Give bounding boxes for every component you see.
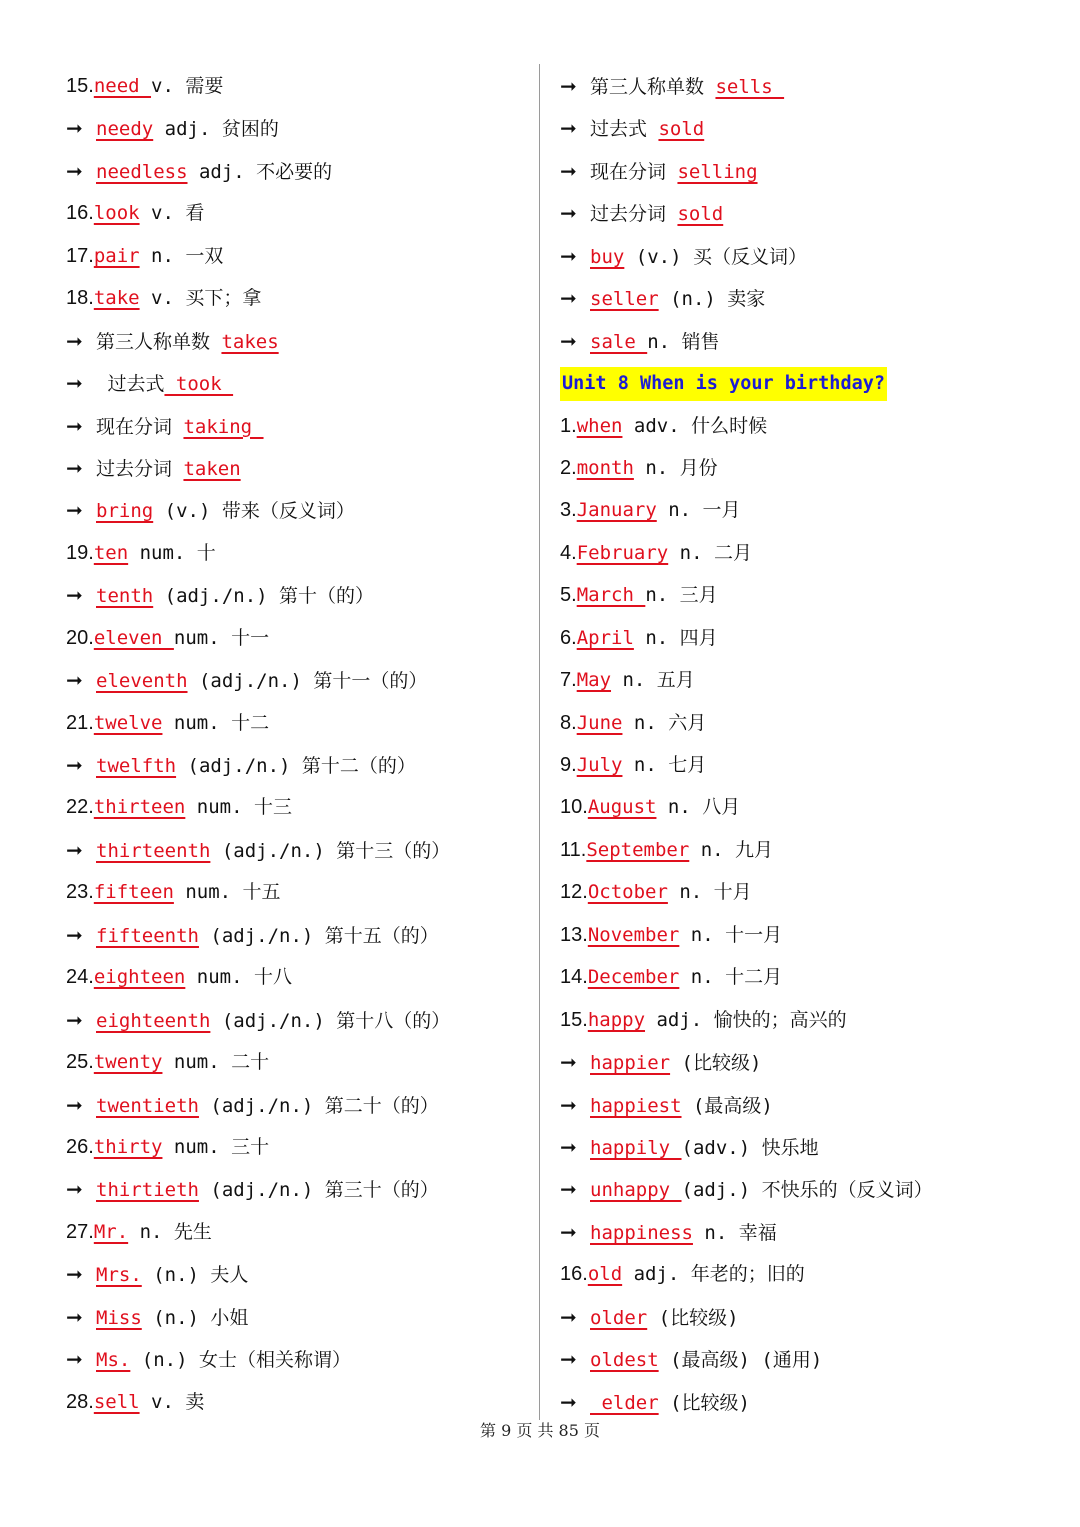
word-definition: (n.) 女士（相关称谓） bbox=[130, 1349, 351, 1372]
vocab-entry bbox=[66, 1381, 526, 1423]
entry-number: 4. bbox=[560, 541, 577, 564]
word-definition: v. 卖 bbox=[139, 1390, 205, 1413]
vocab-entry bbox=[66, 574, 526, 616]
vocab-entry bbox=[66, 65, 526, 107]
vocab-entry bbox=[66, 871, 526, 913]
arrow-icon: ➞ bbox=[560, 1092, 577, 1117]
vocab-word: twenty bbox=[93, 1051, 163, 1074]
vocab-entry bbox=[66, 405, 526, 447]
word-definition: (比较级) bbox=[647, 1306, 739, 1329]
vocab-word: eleventh bbox=[96, 670, 188, 693]
vocab-word: happiness bbox=[590, 1221, 693, 1244]
entry-number: 10. bbox=[560, 796, 588, 819]
word-definition: (adj./n.) 第十三（的） bbox=[210, 839, 451, 862]
entry-number: 15. bbox=[560, 1008, 588, 1031]
word-definition: (n.) 卖家 bbox=[658, 288, 766, 311]
vocab-word: month bbox=[576, 456, 634, 479]
entry-number: 1. bbox=[560, 414, 577, 437]
entry-number: 5. bbox=[560, 584, 577, 607]
vocab-entry bbox=[66, 617, 526, 659]
entry-number: 6. bbox=[560, 626, 577, 649]
entry-number: 19. bbox=[66, 541, 94, 564]
entry-number: 16. bbox=[560, 1263, 588, 1286]
arrow-icon: ➞ bbox=[66, 371, 83, 396]
arrow-icon: ➞ bbox=[66, 1092, 83, 1117]
word-definition: n. 十一月 bbox=[679, 923, 783, 946]
vocab-entry bbox=[560, 1168, 1060, 1210]
entry-number: 3. bbox=[560, 499, 577, 522]
word-definition: (adj./n.) 第十五（的） bbox=[198, 924, 439, 947]
word-definition: n. 先生 bbox=[128, 1220, 212, 1243]
vocab-entry bbox=[66, 744, 526, 786]
vocab-entry bbox=[66, 914, 526, 956]
vocab-word: Ms. bbox=[96, 1349, 131, 1372]
arrow-icon: ➞ bbox=[560, 74, 577, 98]
vocab-entry bbox=[66, 107, 526, 149]
vocab-word: fifteenth bbox=[96, 924, 199, 947]
word-definition: n. 九月 bbox=[689, 838, 774, 861]
word-definition: n. 幸福 bbox=[692, 1221, 777, 1244]
arrow-icon: ➞ bbox=[560, 328, 577, 353]
entry-number: 24. bbox=[66, 966, 94, 989]
arrow-icon: ➞ bbox=[66, 1177, 83, 1202]
word-definition: adj. 贫困的 bbox=[153, 118, 279, 141]
vocab-entry bbox=[66, 277, 526, 319]
vocab-word: happy bbox=[587, 1008, 646, 1031]
vocab-entry bbox=[66, 1338, 526, 1380]
word-definition: v. 需要 bbox=[151, 75, 224, 97]
word-definition: (adj./n.) 第三十（的） bbox=[198, 1179, 439, 1202]
unit-heading: Unit 8 When is your birthday? bbox=[560, 367, 887, 401]
entry-number: 27. bbox=[66, 1220, 94, 1243]
word-definition: n. 一双 bbox=[139, 244, 224, 267]
word-definition: n. 八月 bbox=[656, 796, 741, 819]
word-definition: adj. 不必要的 bbox=[187, 160, 333, 183]
vocab-word: older bbox=[590, 1306, 648, 1329]
entry-number: 2. bbox=[560, 456, 577, 479]
word-definition: v. 看 bbox=[139, 202, 205, 225]
vocab-word: ten bbox=[93, 541, 129, 564]
vocab-word: February bbox=[576, 541, 669, 564]
entry-number: 25. bbox=[66, 1051, 94, 1074]
word-definition: (n.) 小姐 bbox=[141, 1306, 249, 1329]
vocab-word: look bbox=[93, 202, 140, 225]
form-label: 现在分词 bbox=[96, 415, 184, 438]
form-label: 过去式 bbox=[96, 373, 165, 396]
vocab-entry bbox=[66, 362, 526, 404]
column-divider bbox=[539, 64, 540, 1420]
arrow-icon: ➞ bbox=[66, 158, 83, 183]
entry-number: 15. bbox=[66, 75, 94, 97]
left-column bbox=[66, 65, 526, 1423]
vocab-entry bbox=[66, 829, 526, 871]
vocab-entry bbox=[66, 1296, 526, 1338]
word-definition: adj. 愉快的；高兴的 bbox=[645, 1008, 847, 1031]
vocab-word: thirteenth bbox=[96, 839, 211, 862]
vocab-entry bbox=[560, 829, 1060, 871]
arrow-icon: ➞ bbox=[66, 837, 83, 862]
entry-number: 11. bbox=[560, 838, 587, 861]
entry-number: 28. bbox=[66, 1390, 94, 1413]
word-definition: (adj./n.) 第十一（的） bbox=[187, 670, 428, 693]
word-definition: (v.) 带来（反义词） bbox=[153, 500, 355, 523]
word-definition: num. 二十 bbox=[162, 1051, 270, 1074]
vocab-entry bbox=[66, 320, 526, 362]
vocab-entry bbox=[560, 1041, 1060, 1083]
vocab-entry bbox=[66, 489, 526, 531]
arrow-icon: ➞ bbox=[66, 1347, 83, 1372]
vocab-entry bbox=[560, 65, 1060, 107]
vocab-entry bbox=[560, 447, 1060, 489]
vocab-entry bbox=[66, 192, 526, 234]
word-definition: (比较级) bbox=[670, 1052, 762, 1075]
word-definition: n. 十月 bbox=[667, 881, 752, 904]
arrow-icon: ➞ bbox=[66, 413, 83, 438]
vocab-word: twelve bbox=[93, 711, 163, 734]
vocab-entry bbox=[66, 659, 526, 701]
vocab-word: taking bbox=[183, 415, 264, 438]
vocab-entry bbox=[66, 1253, 526, 1295]
word-definition: n. 二月 bbox=[668, 541, 752, 564]
vocab-entry bbox=[66, 1126, 526, 1168]
vocab-entry bbox=[66, 1084, 526, 1126]
form-label: 过去分词 bbox=[590, 203, 678, 226]
vocab-word: eleven bbox=[93, 626, 174, 649]
word-definition: v. 买下；拿 bbox=[139, 287, 262, 310]
entry-number: 20. bbox=[66, 626, 94, 649]
vocab-word: eighteen bbox=[93, 966, 186, 989]
vocab-word: needy bbox=[96, 118, 154, 141]
arrow-icon: ➞ bbox=[66, 668, 83, 693]
vocab-word: sold bbox=[658, 118, 705, 141]
vocab-entry bbox=[66, 447, 526, 489]
arrow-icon: ➞ bbox=[66, 753, 83, 777]
arrow-icon: ➞ bbox=[560, 1050, 577, 1075]
word-definition: (adj./n.) 第二十（的） bbox=[198, 1094, 439, 1117]
vocab-entry bbox=[66, 150, 526, 192]
word-definition: adv. 什么时候 bbox=[622, 414, 768, 437]
entry-number: 13. bbox=[560, 923, 588, 946]
vocab-word: sale bbox=[590, 330, 648, 353]
vocab-word: tenth bbox=[96, 585, 154, 608]
vocab-word: needless bbox=[96, 160, 188, 183]
arrow-icon: ➞ bbox=[66, 1262, 83, 1287]
word-definition: (adv.) 快乐地 bbox=[681, 1136, 819, 1159]
word-definition: n. 一月 bbox=[656, 499, 741, 522]
form-label: 第三人称单数 bbox=[96, 330, 222, 353]
arrow-icon: ➞ bbox=[560, 116, 577, 141]
vocab-entry bbox=[560, 150, 1060, 192]
vocab-entry bbox=[560, 1211, 1060, 1253]
vocab-word: January bbox=[576, 499, 657, 522]
vocab-word: when bbox=[576, 414, 623, 437]
vocab-word: sold bbox=[677, 203, 724, 226]
vocab-word: thirteen bbox=[93, 796, 186, 819]
vocab-word: unhappy bbox=[590, 1179, 682, 1202]
word-definition: num. 十八 bbox=[185, 966, 292, 989]
arrow-icon: ➞ bbox=[560, 1177, 577, 1202]
arrow-icon: ➞ bbox=[66, 116, 83, 141]
arrow-icon: ➞ bbox=[560, 243, 577, 268]
form-label: 第三人称单数 bbox=[590, 76, 716, 98]
vocab-word: October bbox=[587, 881, 668, 904]
vocab-word: November bbox=[587, 923, 680, 946]
arrow-icon: ➞ bbox=[66, 328, 83, 353]
vocab-entry bbox=[560, 1126, 1060, 1168]
word-definition: (比较级) bbox=[658, 1391, 750, 1414]
word-definition: n. 月份 bbox=[633, 456, 718, 479]
vocab-entry bbox=[560, 405, 1060, 447]
vocab-entry bbox=[560, 744, 1060, 786]
vocab-entry bbox=[560, 1296, 1060, 1338]
word-definition: n. 销售 bbox=[647, 330, 720, 353]
entry-number: 21. bbox=[66, 711, 94, 734]
vocab-entry bbox=[66, 999, 526, 1041]
page-footer: 第 9 页 共 85 页 bbox=[480, 1421, 600, 1440]
form-label: 过去式 bbox=[590, 118, 659, 141]
vocab-entry bbox=[66, 1211, 526, 1253]
vocab-entry bbox=[560, 786, 1060, 828]
arrow-icon: ➞ bbox=[560, 1219, 577, 1244]
vocab-entry bbox=[560, 574, 1060, 616]
arrow-icon: ➞ bbox=[66, 1007, 83, 1032]
vocab-entry bbox=[560, 532, 1060, 574]
vocab-entry bbox=[560, 489, 1060, 531]
word-definition: (n.) 夫人 bbox=[141, 1264, 249, 1287]
vocab-word: July bbox=[576, 754, 623, 776]
vocab-entry bbox=[560, 999, 1060, 1041]
vocab-entry bbox=[560, 235, 1060, 277]
word-definition: n. 十二月 bbox=[679, 966, 783, 989]
vocab-word: pair bbox=[93, 244, 140, 267]
arrow-icon: ➞ bbox=[560, 1304, 577, 1329]
vocab-word: elder bbox=[590, 1391, 659, 1414]
vocab-word: May bbox=[576, 669, 612, 692]
vocab-entry bbox=[560, 956, 1060, 998]
word-definition: num. 十 bbox=[128, 541, 216, 564]
arrow-icon: ➞ bbox=[66, 455, 83, 480]
vocab-entry bbox=[560, 914, 1060, 956]
vocab-entry bbox=[66, 956, 526, 998]
word-definition: (adj./n.) 第十八（的） bbox=[210, 1009, 451, 1032]
arrow-icon: ➞ bbox=[560, 201, 577, 226]
arrow-icon: ➞ bbox=[66, 1304, 83, 1329]
vocab-entry bbox=[560, 362, 1060, 404]
form-label: 过去分词 bbox=[96, 457, 184, 480]
entry-number: 7. bbox=[560, 669, 577, 692]
vocab-word: December bbox=[587, 966, 680, 989]
word-definition: n. 七月 bbox=[622, 754, 707, 776]
word-definition: n. 五月 bbox=[611, 669, 695, 692]
vocab-entry bbox=[66, 1168, 526, 1210]
entry-number: 23. bbox=[66, 881, 94, 904]
word-definition: adj. 年老的；旧的 bbox=[622, 1263, 805, 1286]
vocab-word: April bbox=[576, 626, 634, 649]
vocab-word: buy bbox=[590, 245, 625, 268]
vocab-entry bbox=[560, 107, 1060, 149]
vocab-word: happiest bbox=[590, 1094, 682, 1117]
vocab-word: sells bbox=[715, 76, 785, 98]
vocab-entry bbox=[560, 1338, 1060, 1380]
vocab-word: August bbox=[587, 796, 657, 819]
vocab-word: took bbox=[164, 373, 234, 396]
vocab-entry bbox=[560, 1084, 1060, 1126]
form-label: 现在分词 bbox=[590, 160, 678, 183]
word-definition: (最高级) bbox=[681, 1094, 773, 1117]
vocab-word: thirty bbox=[93, 1135, 163, 1158]
arrow-icon: ➞ bbox=[560, 1347, 577, 1372]
vocab-word: Mrs. bbox=[96, 1264, 142, 1287]
vocab-entry bbox=[66, 786, 526, 828]
vocab-word: happily bbox=[590, 1136, 682, 1159]
vocab-word: seller bbox=[590, 288, 659, 311]
vocab-word: need bbox=[93, 75, 152, 97]
word-definition: (adj./n.) 第十（的） bbox=[153, 585, 375, 608]
right-column bbox=[560, 65, 1060, 1423]
word-definition: n. 四月 bbox=[633, 626, 718, 649]
vocab-entry bbox=[560, 617, 1060, 659]
word-definition: num. 十二 bbox=[162, 711, 270, 734]
word-definition: n. 三月 bbox=[645, 584, 718, 607]
vocab-entry bbox=[560, 277, 1060, 319]
arrow-icon: ➞ bbox=[560, 158, 577, 183]
entry-number: 16. bbox=[66, 202, 94, 225]
arrow-icon: ➞ bbox=[66, 498, 83, 523]
entry-number: 14. bbox=[560, 966, 588, 989]
vocab-word: sell bbox=[93, 1390, 140, 1413]
word-definition: (v.) 买（反义词） bbox=[624, 245, 807, 268]
vocab-word: March bbox=[576, 584, 646, 607]
vocab-entry bbox=[66, 532, 526, 574]
vocab-word: old bbox=[587, 1263, 623, 1286]
vocab-word: takes bbox=[221, 330, 279, 353]
arrow-icon: ➞ bbox=[66, 922, 83, 947]
word-definition: num. 十五 bbox=[173, 881, 281, 904]
vocab-entry bbox=[66, 1041, 526, 1083]
vocab-word: fifteen bbox=[93, 881, 174, 904]
arrow-icon: ➞ bbox=[560, 1134, 577, 1159]
vocab-entry bbox=[560, 871, 1060, 913]
word-definition: num. 三十 bbox=[162, 1135, 270, 1158]
vocab-entry bbox=[560, 659, 1060, 701]
vocab-entry bbox=[560, 1381, 1060, 1423]
entry-number: 8. bbox=[560, 711, 577, 734]
arrow-icon: ➞ bbox=[66, 583, 83, 608]
arrow-icon: ➞ bbox=[560, 1389, 577, 1414]
entry-number: 26. bbox=[66, 1135, 94, 1158]
arrow-icon: ➞ bbox=[560, 286, 577, 311]
word-definition: num. 十一 bbox=[173, 626, 270, 649]
vocab-word: happier bbox=[590, 1052, 671, 1075]
vocab-word: taken bbox=[183, 457, 241, 480]
vocab-word: selling bbox=[677, 160, 758, 183]
entry-number: 12. bbox=[560, 881, 588, 904]
word-definition: (adj.) 不快乐的（反义词） bbox=[681, 1179, 933, 1202]
entry-number: 9. bbox=[560, 754, 577, 776]
vocab-word: take bbox=[93, 287, 140, 310]
vocab-entry bbox=[560, 702, 1060, 744]
vocab-word: Mr. bbox=[93, 1220, 129, 1243]
vocab-word: twentieth bbox=[96, 1094, 199, 1117]
vocab-word: oldest bbox=[590, 1349, 659, 1372]
vocab-word: June bbox=[576, 711, 623, 734]
vocab-word: eighteenth bbox=[96, 1009, 211, 1032]
vocab-word: Miss bbox=[96, 1306, 142, 1329]
entry-number: 22. bbox=[66, 796, 94, 819]
vocab-word: bring bbox=[96, 500, 154, 523]
word-definition: (adj./n.) 第十二（的） bbox=[176, 755, 416, 777]
vocab-entry bbox=[560, 320, 1060, 362]
word-definition: num. 十三 bbox=[185, 796, 292, 819]
entry-number: 18. bbox=[66, 287, 94, 310]
vocab-entry bbox=[560, 1253, 1060, 1295]
vocab-entry bbox=[66, 702, 526, 744]
entry-number: 17. bbox=[66, 244, 94, 267]
word-definition: (最高级) (通用) bbox=[658, 1349, 823, 1372]
vocab-entry bbox=[66, 235, 526, 277]
vocab-word: twelfth bbox=[96, 755, 177, 777]
vocab-entry bbox=[560, 192, 1060, 234]
word-definition: n. 六月 bbox=[622, 711, 707, 734]
vocab-word: thirtieth bbox=[96, 1179, 199, 1202]
vocab-word: September bbox=[586, 838, 690, 861]
